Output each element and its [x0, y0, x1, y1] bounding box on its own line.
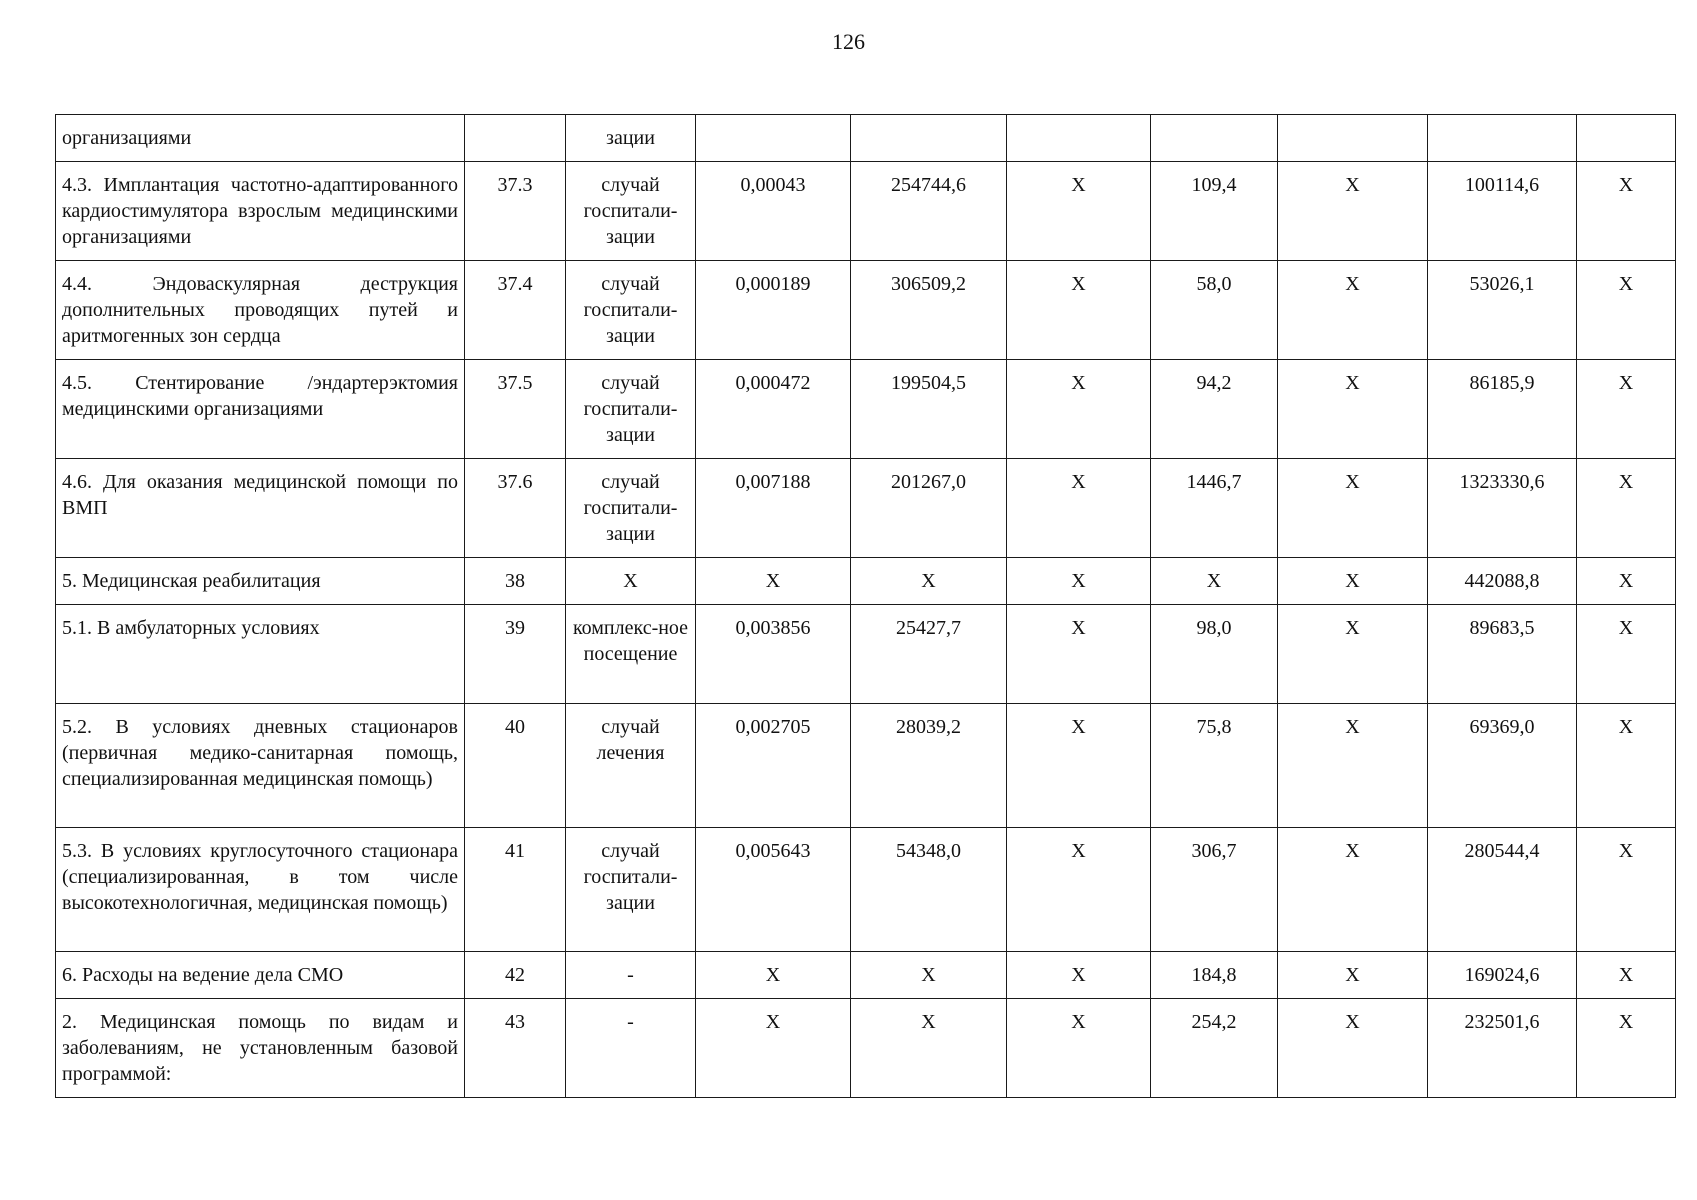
row-name-cell: 4.4. Эндоваскулярная деструкция дополнительных проводящих путей и аритмогенных зон сердца	[56, 261, 465, 360]
row-value-cell: X	[1278, 261, 1428, 360]
row-value-cell	[1151, 115, 1278, 162]
row-name-cell: 5.1. В амбулаторных условиях	[56, 605, 465, 704]
row-code-cell: 37.3	[465, 162, 566, 261]
row-value-cell: X	[1577, 952, 1676, 999]
row-value-cell: X	[851, 952, 1007, 999]
row-code-cell: 37.5	[465, 360, 566, 459]
row-value-cell: 100114,6	[1428, 162, 1577, 261]
row-unit-cell: -	[566, 952, 696, 999]
row-value-cell: 306,7	[1151, 828, 1278, 952]
row-code-cell	[465, 115, 566, 162]
row-value-cell	[696, 115, 851, 162]
row-value-cell: X	[1007, 360, 1151, 459]
row-value-cell: 54348,0	[851, 828, 1007, 952]
row-value-cell: 1446,7	[1151, 459, 1278, 558]
data-table	[55, 114, 1676, 1098]
row-value-cell: X	[696, 558, 851, 605]
table-row	[56, 828, 1676, 952]
row-value-cell	[1577, 115, 1676, 162]
row-value-cell: 0,000472	[696, 360, 851, 459]
table-row	[56, 360, 1676, 459]
row-unit-cell: случай госпитали-зации	[566, 828, 696, 952]
row-value-cell: 0,000189	[696, 261, 851, 360]
row-code-cell: 40	[465, 704, 566, 828]
row-value-cell	[1007, 115, 1151, 162]
row-value-cell: 58,0	[1151, 261, 1278, 360]
row-value-cell: X	[1577, 459, 1676, 558]
row-code-cell: 42	[465, 952, 566, 999]
row-value-cell: 442088,8	[1428, 558, 1577, 605]
row-value-cell: X	[1577, 999, 1676, 1098]
row-unit-cell: случай госпитали-зации	[566, 261, 696, 360]
row-value-cell: 53026,1	[1428, 261, 1577, 360]
row-value-cell: X	[1007, 558, 1151, 605]
row-unit-cell: зации	[566, 115, 696, 162]
row-value-cell: 1323330,6	[1428, 459, 1577, 558]
row-value-cell	[851, 115, 1007, 162]
row-name-cell: 6. Расходы на ведение дела СМО	[56, 952, 465, 999]
row-value-cell: 0,007188	[696, 459, 851, 558]
row-code-cell: 38	[465, 558, 566, 605]
row-name-cell: 4.6. Для оказания медицинской помощи по ВМП	[56, 459, 465, 558]
row-value-cell: 0,003856	[696, 605, 851, 704]
row-value-cell: X	[1007, 704, 1151, 828]
row-value-cell: 94,2	[1151, 360, 1278, 459]
row-value-cell: X	[1577, 261, 1676, 360]
row-value-cell: X	[1278, 952, 1428, 999]
row-value-cell: X	[1577, 828, 1676, 952]
row-value-cell: X	[1007, 459, 1151, 558]
row-value-cell: 199504,5	[851, 360, 1007, 459]
row-value-cell: 109,4	[1151, 162, 1278, 261]
row-value-cell: X	[1577, 605, 1676, 704]
row-value-cell: X	[1007, 261, 1151, 360]
row-value-cell: 98,0	[1151, 605, 1278, 704]
row-unit-cell: случай госпитали-зации	[566, 162, 696, 261]
row-value-cell: 254744,6	[851, 162, 1007, 261]
row-unit-cell: -	[566, 999, 696, 1098]
row-name-cell: 5. Медицинская реабилитация	[56, 558, 465, 605]
row-value-cell: 28039,2	[851, 704, 1007, 828]
row-value-cell: X	[696, 952, 851, 999]
row-value-cell: 89683,5	[1428, 605, 1577, 704]
row-value-cell	[1278, 115, 1428, 162]
row-value-cell: X	[1278, 704, 1428, 828]
row-value-cell: 201267,0	[851, 459, 1007, 558]
row-value-cell: X	[1577, 162, 1676, 261]
row-value-cell: X	[1577, 558, 1676, 605]
row-value-cell: 184,8	[1151, 952, 1278, 999]
table-row	[56, 952, 1676, 999]
row-value-cell: 280544,4	[1428, 828, 1577, 952]
row-value-cell: 0,002705	[696, 704, 851, 828]
table-row	[56, 261, 1676, 360]
row-value-cell: 69369,0	[1428, 704, 1577, 828]
row-value-cell: X	[1278, 999, 1428, 1098]
row-value-cell	[1428, 115, 1577, 162]
row-unit-cell: комплекс-ное посещение	[566, 605, 696, 704]
row-value-cell: X	[851, 558, 1007, 605]
row-code-cell: 37.4	[465, 261, 566, 360]
row-value-cell: X	[1278, 360, 1428, 459]
row-unit-cell: X	[566, 558, 696, 605]
row-value-cell: X	[1007, 999, 1151, 1098]
row-value-cell: X	[1278, 828, 1428, 952]
row-value-cell: 306509,2	[851, 261, 1007, 360]
row-value-cell: 0,005643	[696, 828, 851, 952]
row-value-cell: X	[1577, 704, 1676, 828]
row-value-cell: 0,00043	[696, 162, 851, 261]
row-value-cell: X	[1278, 605, 1428, 704]
row-value-cell: 86185,9	[1428, 360, 1577, 459]
row-name-cell: 4.5. Стентирование /эндартерэктомия медицинскими организациями	[56, 360, 465, 459]
row-value-cell: X	[851, 999, 1007, 1098]
row-value-cell: X	[1007, 162, 1151, 261]
table-row	[56, 459, 1676, 558]
row-name-cell: 4.3. Имплантация частотно-адаптированного кардиостимулятора взрослым медицинскими организациями	[56, 162, 465, 261]
row-value-cell: X	[1278, 459, 1428, 558]
table-row	[56, 704, 1676, 828]
table-row	[56, 115, 1676, 162]
row-value-cell: 232501,6	[1428, 999, 1577, 1098]
row-code-cell: 39	[465, 605, 566, 704]
row-value-cell: 75,8	[1151, 704, 1278, 828]
page-number: 126	[832, 29, 865, 54]
row-value-cell: X	[696, 999, 851, 1098]
row-value-cell: X	[1151, 558, 1278, 605]
table-row	[56, 162, 1676, 261]
table-row	[56, 999, 1676, 1098]
row-name-cell: 5.2. В условиях дневных стационаров (первичная медико-санитарная помощь, специализированная медицинская помощь)	[56, 704, 465, 828]
row-code-cell: 37.6	[465, 459, 566, 558]
row-value-cell: X	[1007, 828, 1151, 952]
row-unit-cell: случай лечения	[566, 704, 696, 828]
row-code-cell: 41	[465, 828, 566, 952]
row-unit-cell: случай госпитали-зации	[566, 459, 696, 558]
row-value-cell: X	[1278, 162, 1428, 261]
row-name-cell: 5.3. В условиях круглосуточного стационара (специализированная, в том числе высокотехнологичная, медицинская помощь)	[56, 828, 465, 952]
row-name-cell: организациями	[56, 115, 465, 162]
row-name-cell: 2. Медицинская помощь по видам и заболеваниям, не установленным базовой программой:	[56, 999, 465, 1098]
row-unit-cell: случай госпитали-зации	[566, 360, 696, 459]
row-value-cell: X	[1007, 952, 1151, 999]
table-row	[56, 605, 1676, 704]
row-value-cell: X	[1577, 360, 1676, 459]
row-code-cell: 43	[465, 999, 566, 1098]
row-value-cell: 25427,7	[851, 605, 1007, 704]
row-value-cell: 169024,6	[1428, 952, 1577, 999]
table-row	[56, 558, 1676, 605]
row-value-cell: 254,2	[1151, 999, 1278, 1098]
row-value-cell: X	[1007, 605, 1151, 704]
row-value-cell: X	[1278, 558, 1428, 605]
